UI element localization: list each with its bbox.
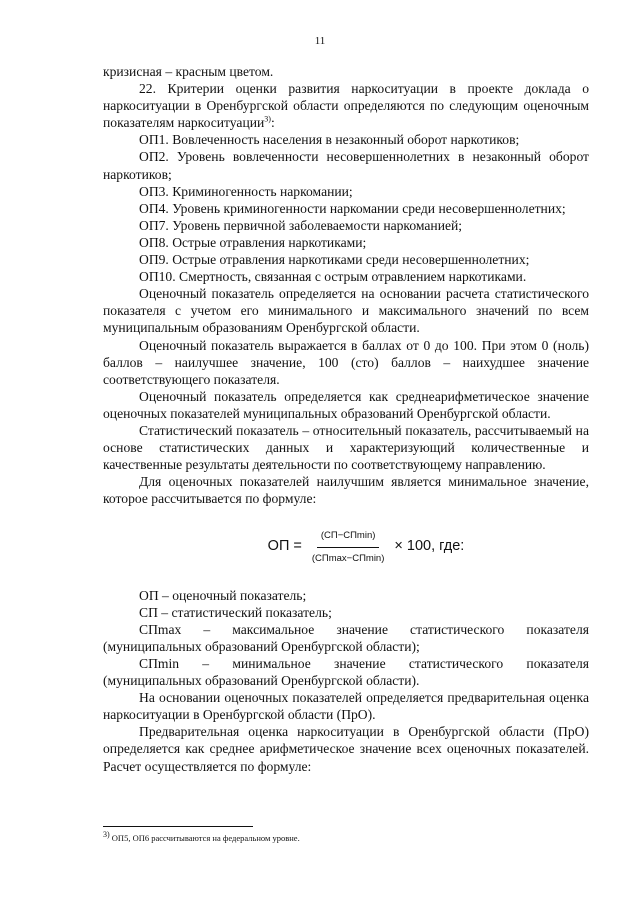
- paragraph-text-end: :: [270, 115, 275, 131]
- indicator-op10: ОП10. Смертность, связанная с острым отравлением наркотиками.: [139, 269, 527, 285]
- definition-spmax: СПmax – максимальное значение статистического показателя (муниципальных образований Оренбургской области);: [103, 621, 589, 654]
- definition-spmin: СПmin – минимальное значение статистического показателя (муниципальных образований Оренбургской области).: [103, 656, 589, 689]
- footnote: [103, 830, 300, 843]
- page-number: 11: [314, 35, 326, 47]
- paragraph: Оценочный показатель выражается в баллах от 0 до 100. При этом 0 (ноль) баллов – наилучшее значение, 100 (сто) баллов – наихудшее значение соответствующего показателя.: [103, 337, 589, 387]
- paragraph: На основании оценочных показателей определяется предварительная оценка наркоситуации в Оренбургской области (ПрО).: [103, 690, 589, 723]
- indicator-op7: ОП7. Уровень первичной заболеваемости наркоманией;: [139, 217, 463, 233]
- indicator-op2: ОП2. Уровень вовлеченности несовершеннолетних в незаконный оборот наркотиков;: [103, 149, 589, 182]
- formula-denominator: (СПmax−СПmin): [311, 552, 385, 564]
- formula-lhs: ОП =: [267, 538, 302, 555]
- footnote-divider: [103, 826, 253, 827]
- indicator-op8: ОП8. Острые отравления наркотиками;: [139, 234, 367, 250]
- definition-sp: СП – статистический показатель;: [139, 604, 332, 620]
- formula: [143, 527, 589, 566]
- paragraph: кризисная – красным цветом.: [103, 64, 274, 79]
- paragraph: Оценочный показатель определяется на основании расчета статистического показателя с учетом его минимального и максимального значений по всем муниципальным образованиям Оренбургской области.: [103, 286, 589, 336]
- formula-fraction: [308, 527, 389, 566]
- definition-op: ОП – оценочный показатель;: [139, 587, 307, 603]
- paragraph-criteria: [103, 80, 589, 131]
- paragraph: Статистический показатель – относительный показатель, рассчитываемый на основе статистических данных и характеризующий количественные и качественные результаты деятельности по соответствующему направлению.: [103, 422, 589, 473]
- paragraph: Оценочный показатель определяется как среднеарифметическое значение оценочных показателей муниципальных образований Оренбургской области.: [103, 388, 589, 421]
- footnote-text: ОП5, ОП6 рассчитываются на федеральном уровне.: [109, 833, 300, 843]
- paragraph-text: 22. Критерии оценки развития наркоситуации в проекте доклада о наркоситуации в Оренбургской области определяются по следующим оценочным показателям наркоситуации: [103, 81, 589, 131]
- indicator-op3: ОП3. Криминогенность наркомании;: [139, 183, 353, 199]
- formula-numerator: (СП−СПmin): [317, 527, 380, 547]
- footnote-reference: 3): [264, 114, 271, 124]
- document-body: [103, 63, 589, 775]
- indicator-op1: ОП1. Вовлеченность населения в незаконный оборот наркотиков;: [139, 132, 520, 148]
- paragraph: Для оценочных показателей наилучшим является минимальное значение, которое рассчитывается по формуле:: [103, 474, 589, 507]
- footnote-marker: 3): [103, 830, 110, 840]
- paragraph: Предварительная оценка наркоситуации в Оренбургской области (ПрО) определяется как среднее арифметическое значение всех оценочных показателей. Расчет осуществляется по формуле:: [103, 724, 589, 774]
- formula-rhs: × 100, где:: [394, 538, 465, 555]
- indicator-op9: ОП9. Острые отравления наркотиками среди несовершеннолетних;: [139, 252, 530, 268]
- indicator-op4: ОП4. Уровень криминогенности наркомании среди несовершеннолетних;: [139, 200, 566, 216]
